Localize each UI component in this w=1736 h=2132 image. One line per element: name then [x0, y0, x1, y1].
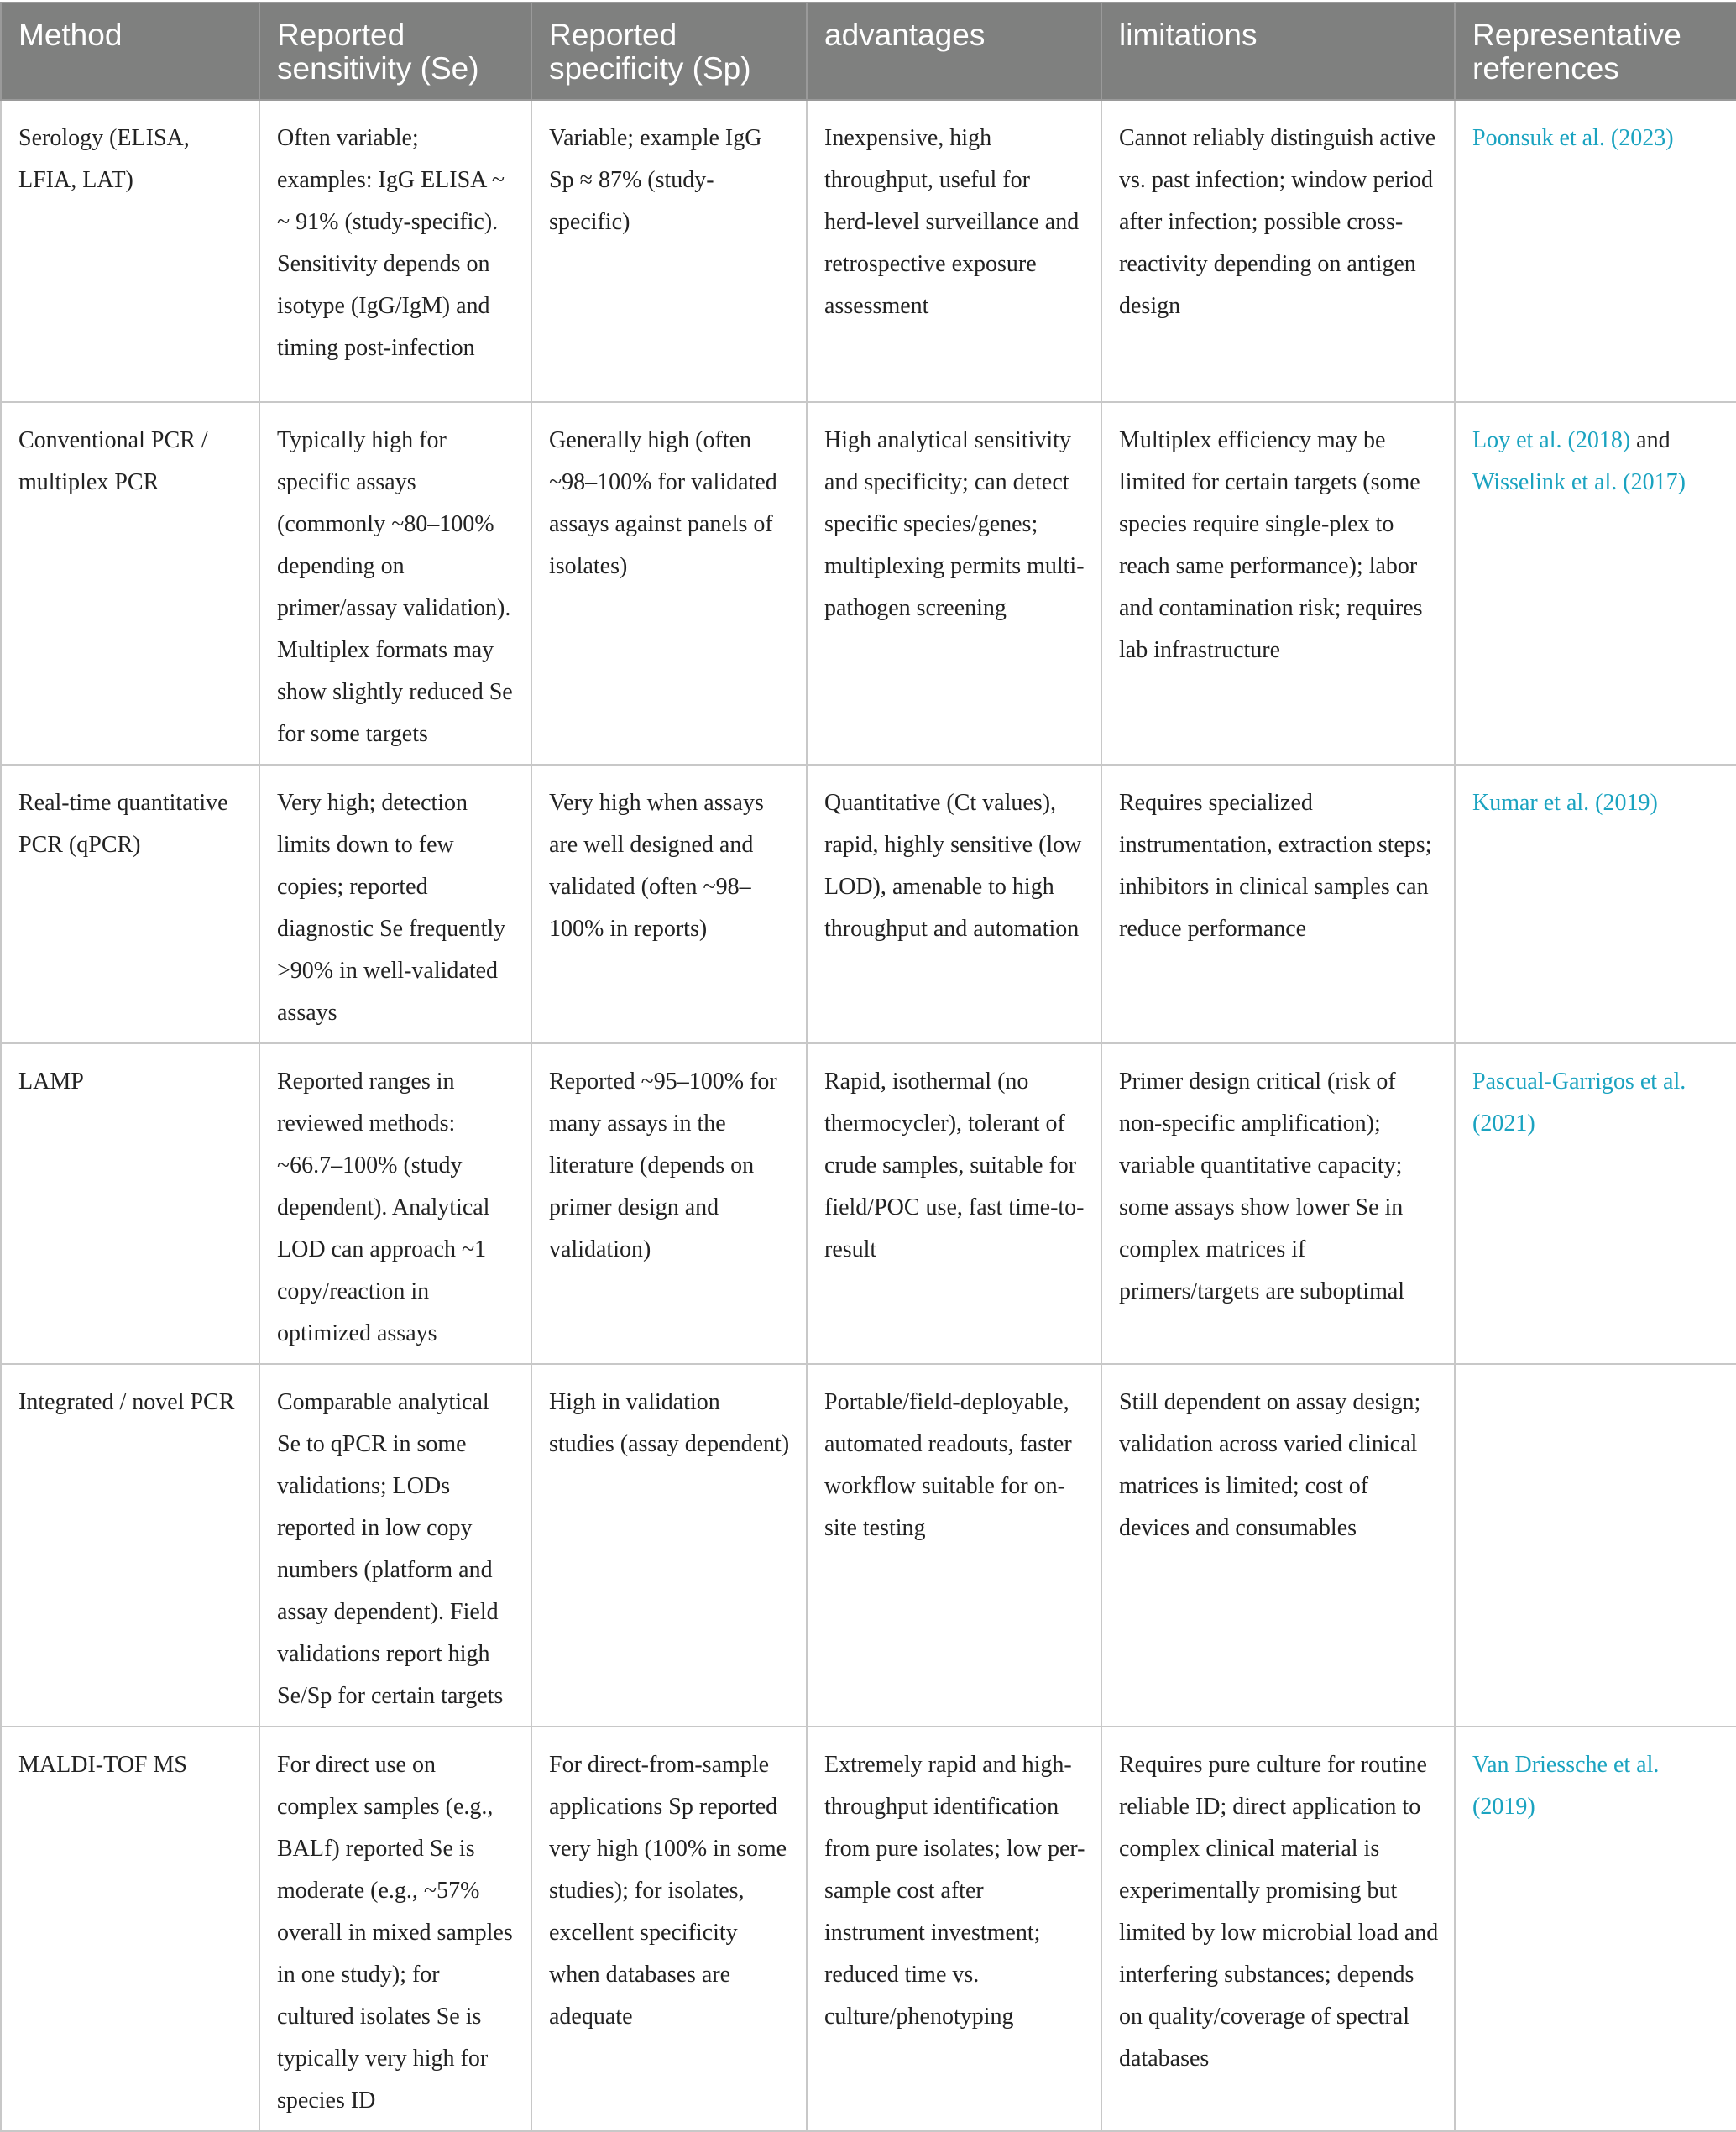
advantages-cell: Quantitative (Ct values), rapid, highly sensitive (low LOD), amenable to high throughput and automation	[807, 765, 1101, 1043]
method-cell: Conventional PCR / multiplex PCR	[1, 402, 259, 765]
reference-link[interactable]: Wisselink et al. (2017)	[1472, 469, 1686, 495]
table-row	[1, 1364, 1736, 1727]
specificity-cell: Very high when assays are well designed and validated (often ~98–100% in reports)	[531, 765, 807, 1043]
references-cell	[1455, 1727, 1736, 2131]
header-row	[1, 3, 1736, 100]
table-row	[1, 402, 1736, 765]
advantages-cell: Rapid, isothermal (no thermocycler), tolerant of crude samples, suitable for field/POC use, fast time-to-result	[807, 1043, 1101, 1364]
references-cell	[1455, 1043, 1736, 1364]
method-cell: LAMP	[1, 1043, 259, 1364]
sensitivity-cell: For direct use on complex samples (e.g., BALf) reported Se is moderate (e.g., ~57% overall in mixed samples in one study); for cultured isolates Se is typically very high for species ID	[259, 1727, 531, 2131]
reference-link[interactable]: Poonsuk et al. (2023)	[1472, 125, 1674, 151]
advantages-cell: Portable/field-deployable, automated readouts, faster workflow suitable for on-site testing	[807, 1364, 1101, 1727]
header-method: Method	[1, 3, 259, 100]
reference-link[interactable]: Van Driessche et al. (2019)	[1472, 1752, 1660, 1820]
table-row	[1, 765, 1736, 1043]
sensitivity-cell: Very high; detection limits down to few copies; reported diagnostic Se frequently >90% in well-validated assays	[259, 765, 531, 1043]
sensitivity-cell: Comparable analytical Se to qPCR in some validations; LODs reported in low copy numbers (platform and assay dependent). Field validations report high Se/Sp for certain targets	[259, 1364, 531, 1727]
advantages-cell: High analytical sensitivity and specificity; can detect specific species/genes; multiplexing permits multi-pathogen screening	[807, 402, 1101, 765]
reference-link[interactable]: Pascual-Garrigos et al. (2021)	[1472, 1069, 1686, 1137]
table-row	[1, 100, 1736, 402]
table-row	[1, 1727, 1736, 2131]
sensitivity-cell: Typically high for specific assays (commonly ~80–100% depending on primer/assay validation). Multiplex formats may show slightly reduced Se for some targets	[259, 402, 531, 765]
specificity-cell: High in validation studies (assay dependent)	[531, 1364, 807, 1727]
table-row	[1, 1043, 1736, 1364]
limitations-cell: Requires pure culture for routine reliable ID; direct application to complex clinical material is experimentally promising but limited by low microbial load and interfering substances; depends on quality/coverage of spectral databases	[1101, 1727, 1455, 2131]
references-cell	[1455, 765, 1736, 1043]
advantages-cell: Extremely rapid and high-throughput identification from pure isolates; low per-sample cost after instrument investment; reduced time vs. culture/phenotyping	[807, 1727, 1101, 2131]
limitations-cell: Multiplex efficiency may be limited for certain targets (some species require single-plex to reach same performance); labor and contamination risk; requires lab infrastructure	[1101, 402, 1455, 765]
references-cell	[1455, 100, 1736, 402]
specificity-cell: Reported ~95–100% for many assays in the literature (depends on primer design and validation)	[531, 1043, 807, 1364]
limitations-cell: Cannot reliably distinguish active vs. past infection; window period after infection; possible cross-reactivity depending on antigen design	[1101, 100, 1455, 402]
header-specificity: Reported specificity (Sp)	[531, 3, 807, 100]
reference-link[interactable]: Loy et al. (2018)	[1472, 427, 1631, 453]
method-cell: MALDI-TOF MS	[1, 1727, 259, 2131]
method-cell: Integrated / novel PCR	[1, 1364, 259, 1727]
reference-conjunction: and	[1630, 427, 1671, 453]
references-cell	[1455, 402, 1736, 765]
sensitivity-cell: Reported ranges in reviewed methods: ~66.7–100% (study dependent). Analytical LOD can approach ~1 copy/reaction in optimized assays	[259, 1043, 531, 1364]
specificity-cell: For direct-from-sample applications Sp reported very high (100% in some studies); for isolates, excellent specificity when databases are adequate	[531, 1727, 807, 2131]
reference-link[interactable]: Kumar et al. (2019)	[1472, 790, 1658, 816]
limitations-cell: Still dependent on assay design; validation across varied clinical matrices is limited; cost of devices and consumables	[1101, 1364, 1455, 1727]
specificity-cell: Variable; example IgG Sp ≈ 87% (study-specific)	[531, 100, 807, 402]
method-cell: Real-time quantitative PCR (qPCR)	[1, 765, 259, 1043]
references-cell	[1455, 1364, 1736, 1727]
limitations-cell: Primer design critical (risk of non-specific amplification); variable quantitative capacity; some assays show lower Se in complex matrices if primers/targets are suboptimal	[1101, 1043, 1455, 1364]
specificity-cell: Generally high (often ~98–100% for validated assays against panels of isolates)	[531, 402, 807, 765]
header-sensitivity: Reported sensitivity (Se)	[259, 3, 531, 100]
limitations-cell: Requires specialized instrumentation, extraction steps; inhibitors in clinical samples can reduce performance	[1101, 765, 1455, 1043]
method-cell: Serology (ELISA, LFIA, LAT)	[1, 100, 259, 402]
sensitivity-cell: Often variable; examples: IgG ELISA ~ ~ 91% (study-specific). Sensitivity depends on isotype (IgG/IgM) and timing post-infection	[259, 100, 531, 402]
advantages-cell: Inexpensive, high throughput, useful for herd-level surveillance and retrospective exposure assessment	[807, 100, 1101, 402]
header-references: Representative references	[1455, 3, 1736, 100]
comparison-table	[0, 2, 1736, 2132]
header-advantages: advantages	[807, 3, 1101, 100]
header-limitations: limitations	[1101, 3, 1455, 100]
